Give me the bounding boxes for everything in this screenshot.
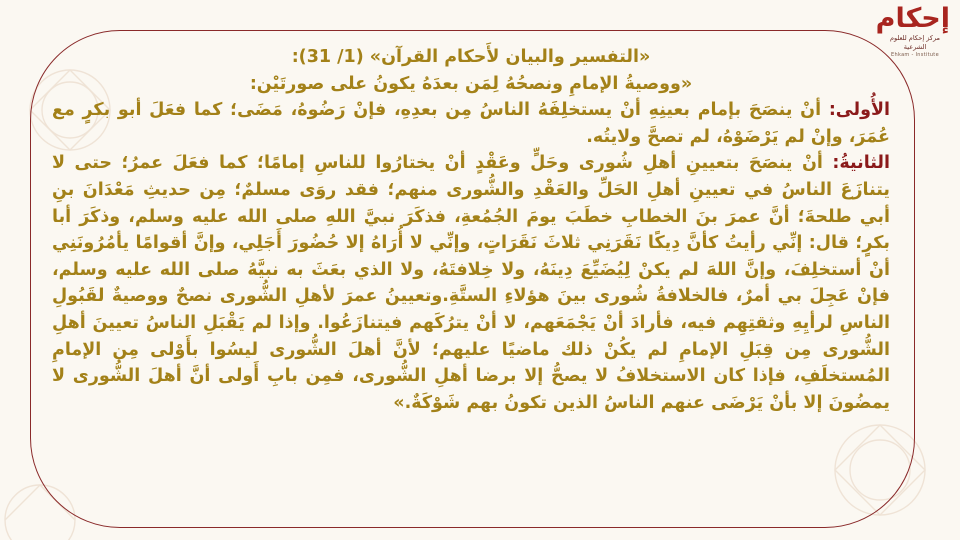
- brand-logo: [875, 3, 950, 66]
- source-heading: «التفسير والبيان لأَحكام القرآن» (1/ 31):: [291, 47, 651, 67]
- subheading: «ووصيةُ الإمامِ ونصحُهُ لِمَن بعدَهُ يكونُ على صورتَيْن:: [249, 73, 693, 94]
- second-form-text: أنْ ينصَحَ بتعيينِ أهلِ شُورى وحَلٍّ وعَقْدٍ أنْ يختارُوا للناسِ إمامًا؛ كما فعَلَ عمرُ؛ حتى لا يتنازَعَ الناسُ في تعيينِ أهلِ الحَلِّ والعَقْدِ والشُّورى منهم؛ فقد روَى مسلمٌ؛ مِن حديثِ مَعْدَانَ بنِ أبي طلحةَ؛ أنَّ عمرَ بنَ الخطابِ خطَبَ يومَ الجُمُعةِ، فذكَرَ نبيَّ اللهِ صلى الله عليه وسلم، وذكَرَ أبا بكرٍ؛ قال: إنِّي رأيتُ كأنَّ دِيكًا نَقَرَنِي ثلاثَ نَقَرَاتٍ، وإنِّي لا أُرَاهُ إلا حُضُورَ أَجَلِي، وإنَّ أقوامًا يأمُرُونَنِي أنْ أستخلِفَ، وإنَّ اللهَ لم يكنْ لِيُضَيِّعَ دِينَهُ، ولا خِلافتَهُ، ولا الذي بعَثَ به نبيَّهُ صلى الله عليه وسلم، فإنْ عَجِلَ بي أمرٌ، فالخلافةُ شُورى بينَ هؤلاءِ الستَّةِ.وتعيينُ عمرَ لأهلِ الشُّورى نصحٌ ووصيةٌ لقَبُولِ الناسِ لرأيِهِ وثقتِهِم فيه، فأرادَ أنْ يَجْمَعَهم، لا أنْ يترُكَهم فيتنازَعُوا. وإذا لم يَقْبَلِ الناسُ تعيينَ أهلِ الشُّورى مِن قِبَلِ الإمامِ لم يكُنْ ذلك ماضيًا عليهم؛ لأنَّ أهلَ الشُّورى ليسُوا بأَوْلى مِن الإمامِ المُستخلَفِ، فإذا كان الاستخلافُ لا يصحُّ إلا برضا أهلِ الشُّورى، فمِن بابِ أَولى أنَّ أهلَ الشُّورى لا يمضُونَ إلا بأنْ يَرْضَى عنهم الناسُ الذين تكونُ بهم شَوْكَةٌ.»: [52, 153, 890, 413]
- second-form-paragraph: [52, 150, 890, 416]
- slide-content: [52, 44, 890, 416]
- first-form-text: أنْ ينصَحَ بإمام بعينِهِ أنْ يستخلِفَهُ الناسُ مِن بعدِهِ، فإنْ رَضُوهُ، مَضَى؛ كما فعَلَ أبو بكرٍ مع عُمَرَ، وإنْ لم يَرْضَوْهُ، لم تصحَّ ولايتُه.: [52, 100, 890, 147]
- logo-tagline: Ehkam - Institute: [891, 52, 939, 58]
- second-form-label: الثانيةُ:: [832, 153, 891, 174]
- logo-subtitle: مركز إحكام للعلوم الشرعية: [889, 34, 941, 51]
- first-form-label: الأُولى:: [828, 100, 890, 121]
- first-form-paragraph: [52, 97, 890, 150]
- logo-wordmark: إحكام: [875, 3, 950, 34]
